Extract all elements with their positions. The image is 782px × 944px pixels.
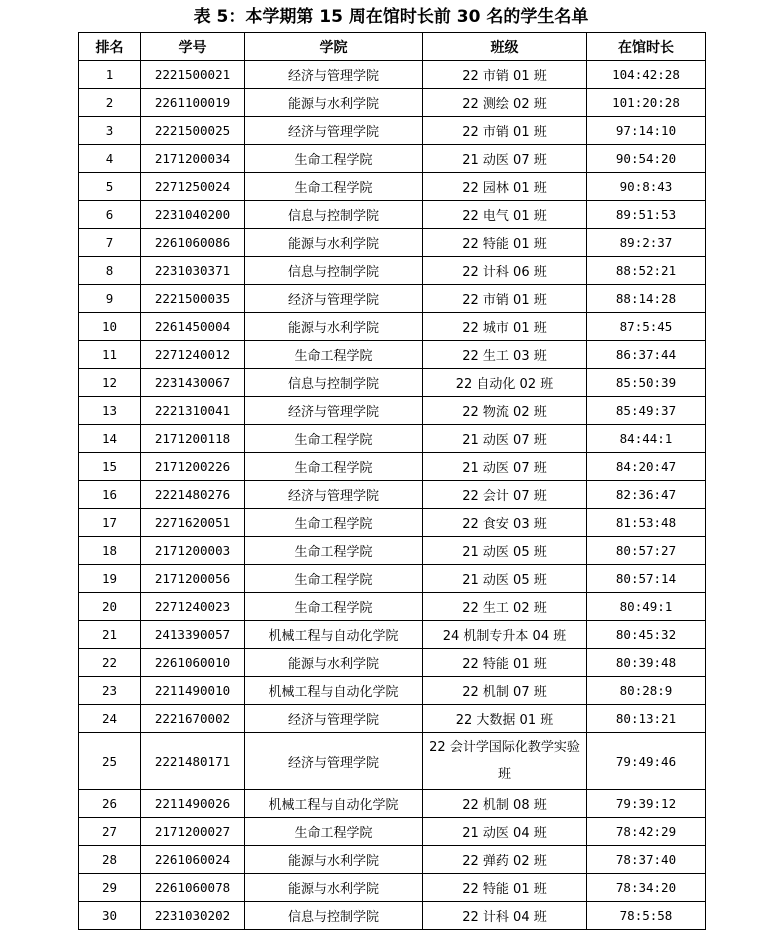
cell-college: 能源与水利学院 xyxy=(245,229,423,257)
cell-duration: 104:42:28 xyxy=(587,61,706,89)
cell-rank: 8 xyxy=(79,257,141,285)
table-row xyxy=(79,369,706,397)
cell-rank: 23 xyxy=(79,677,141,705)
cell-college: 生命工程学院 xyxy=(245,341,423,369)
cell-class: 22 计科 04 班 xyxy=(423,902,587,930)
cell-rank: 16 xyxy=(79,481,141,509)
cell-class: 22 机制 07 班 xyxy=(423,677,587,705)
cell-college: 机械工程与自动化学院 xyxy=(245,677,423,705)
table-row xyxy=(79,89,706,117)
cell-rank: 27 xyxy=(79,818,141,846)
cell-class: 22 机制 08 班 xyxy=(423,790,587,818)
cell-rank: 17 xyxy=(79,509,141,537)
cell-duration: 84:20:47 xyxy=(587,453,706,481)
cell-college: 经济与管理学院 xyxy=(245,481,423,509)
cell-student-id: 2211490026 xyxy=(141,790,245,818)
cell-college: 能源与水利学院 xyxy=(245,89,423,117)
cell-class: 22 会计学国际化教学实验班 xyxy=(423,733,587,790)
table-row xyxy=(79,481,706,509)
cell-student-id: 2221500025 xyxy=(141,117,245,145)
cell-college: 生命工程学院 xyxy=(245,509,423,537)
cell-duration: 89:51:53 xyxy=(587,201,706,229)
cell-college: 生命工程学院 xyxy=(245,425,423,453)
cell-college: 生命工程学院 xyxy=(245,818,423,846)
cell-class: 22 电气 01 班 xyxy=(423,201,587,229)
cell-college: 生命工程学院 xyxy=(245,145,423,173)
table-row xyxy=(79,846,706,874)
header-class: 班级 xyxy=(423,33,587,61)
cell-class: 22 会计 07 班 xyxy=(423,481,587,509)
cell-class: 21 动医 05 班 xyxy=(423,565,587,593)
cell-rank: 3 xyxy=(79,117,141,145)
table-row xyxy=(79,145,706,173)
cell-class: 22 特能 01 班 xyxy=(423,649,587,677)
cell-duration: 85:49:37 xyxy=(587,397,706,425)
cell-class: 21 动医 07 班 xyxy=(423,453,587,481)
cell-student-id: 2171200003 xyxy=(141,537,245,565)
cell-student-id: 2171200118 xyxy=(141,425,245,453)
table-row xyxy=(79,677,706,705)
header-duration: 在馆时长 xyxy=(587,33,706,61)
table-row xyxy=(79,229,706,257)
cell-rank: 22 xyxy=(79,649,141,677)
cell-duration: 85:50:39 xyxy=(587,369,706,397)
table-row xyxy=(79,285,706,313)
cell-rank: 30 xyxy=(79,902,141,930)
table-row xyxy=(79,874,706,902)
header-student-id: 学号 xyxy=(141,33,245,61)
table-row xyxy=(79,733,706,790)
cell-class: 22 园林 01 班 xyxy=(423,173,587,201)
cell-college: 能源与水利学院 xyxy=(245,846,423,874)
cell-duration: 80:13:21 xyxy=(587,705,706,733)
cell-college: 生命工程学院 xyxy=(245,537,423,565)
cell-class: 21 动医 05 班 xyxy=(423,537,587,565)
cell-duration: 101:20:28 xyxy=(587,89,706,117)
cell-rank: 12 xyxy=(79,369,141,397)
cell-college: 能源与水利学院 xyxy=(245,313,423,341)
cell-student-id: 2171200056 xyxy=(141,565,245,593)
cell-class: 22 弹药 02 班 xyxy=(423,846,587,874)
table-row xyxy=(79,818,706,846)
cell-duration: 81:53:48 xyxy=(587,509,706,537)
cell-student-id: 2211490010 xyxy=(141,677,245,705)
cell-rank: 18 xyxy=(79,537,141,565)
cell-class: 22 食安 03 班 xyxy=(423,509,587,537)
cell-duration: 84:44:1 xyxy=(587,425,706,453)
cell-duration: 87:5:45 xyxy=(587,313,706,341)
cell-class: 22 自动化 02 班 xyxy=(423,369,587,397)
table-row xyxy=(79,173,706,201)
cell-college: 经济与管理学院 xyxy=(245,705,423,733)
cell-duration: 86:37:44 xyxy=(587,341,706,369)
cell-duration: 80:49:1 xyxy=(587,593,706,621)
cell-student-id: 2221480171 xyxy=(141,733,245,790)
cell-duration: 80:57:14 xyxy=(587,565,706,593)
table-row xyxy=(79,649,706,677)
cell-duration: 78:34:20 xyxy=(587,874,706,902)
cell-student-id: 2221480276 xyxy=(141,481,245,509)
cell-class: 22 市销 01 班 xyxy=(423,117,587,145)
header-row xyxy=(79,33,706,61)
cell-class: 22 生工 02 班 xyxy=(423,593,587,621)
cell-college: 能源与水利学院 xyxy=(245,649,423,677)
cell-college: 经济与管理学院 xyxy=(245,285,423,313)
table-caption: 表 5：本学期第 15 周在馆时长前 30 名的学生名单 xyxy=(193,7,589,27)
cell-student-id: 2261450004 xyxy=(141,313,245,341)
cell-student-id: 2261060078 xyxy=(141,874,245,902)
table-row xyxy=(79,201,706,229)
cell-student-id: 2221310041 xyxy=(141,397,245,425)
table-row xyxy=(79,537,706,565)
table-row xyxy=(79,341,706,369)
cell-class: 21 动医 04 班 xyxy=(423,818,587,846)
cell-student-id: 2261060010 xyxy=(141,649,245,677)
cell-student-id: 2261100019 xyxy=(141,89,245,117)
cell-rank: 13 xyxy=(79,397,141,425)
cell-rank: 20 xyxy=(79,593,141,621)
cell-college: 机械工程与自动化学院 xyxy=(245,790,423,818)
header-college: 学院 xyxy=(245,33,423,61)
cell-duration: 80:45:32 xyxy=(587,621,706,649)
cell-duration: 82:36:47 xyxy=(587,481,706,509)
table-row xyxy=(79,902,706,930)
cell-college: 经济与管理学院 xyxy=(245,733,423,790)
cell-rank: 1 xyxy=(79,61,141,89)
cell-student-id: 2231040200 xyxy=(141,201,245,229)
table-row xyxy=(79,705,706,733)
table-row xyxy=(79,117,706,145)
cell-rank: 9 xyxy=(79,285,141,313)
cell-rank: 7 xyxy=(79,229,141,257)
cell-college: 信息与控制学院 xyxy=(245,902,423,930)
cell-student-id: 2271240012 xyxy=(141,341,245,369)
table-row xyxy=(79,790,706,818)
cell-student-id: 2221500035 xyxy=(141,285,245,313)
cell-student-id: 2171200226 xyxy=(141,453,245,481)
cell-rank: 15 xyxy=(79,453,141,481)
cell-rank: 14 xyxy=(79,425,141,453)
cell-class: 22 市销 01 班 xyxy=(423,61,587,89)
cell-class: 22 特能 01 班 xyxy=(423,229,587,257)
cell-student-id: 2221670002 xyxy=(141,705,245,733)
cell-duration: 88:14:28 xyxy=(587,285,706,313)
cell-student-id: 2413390057 xyxy=(141,621,245,649)
table-body xyxy=(79,61,706,930)
cell-rank: 2 xyxy=(79,89,141,117)
student-ranking-table xyxy=(78,32,706,930)
cell-class: 22 特能 01 班 xyxy=(423,874,587,902)
cell-student-id: 2231030202 xyxy=(141,902,245,930)
cell-rank: 29 xyxy=(79,874,141,902)
cell-rank: 24 xyxy=(79,705,141,733)
cell-duration: 78:37:40 xyxy=(587,846,706,874)
cell-duration: 78:42:29 xyxy=(587,818,706,846)
cell-college: 机械工程与自动化学院 xyxy=(245,621,423,649)
cell-rank: 4 xyxy=(79,145,141,173)
cell-class: 22 城市 01 班 xyxy=(423,313,587,341)
cell-college: 生命工程学院 xyxy=(245,565,423,593)
table-row xyxy=(79,621,706,649)
cell-duration: 88:52:21 xyxy=(587,257,706,285)
cell-college: 经济与管理学院 xyxy=(245,117,423,145)
cell-class: 22 生工 03 班 xyxy=(423,341,587,369)
cell-rank: 10 xyxy=(79,313,141,341)
cell-duration: 80:28:9 xyxy=(587,677,706,705)
cell-student-id: 2271620051 xyxy=(141,509,245,537)
cell-class: 21 动医 07 班 xyxy=(423,145,587,173)
cell-student-id: 2261060086 xyxy=(141,229,245,257)
cell-class: 22 大数据 01 班 xyxy=(423,705,587,733)
cell-class: 21 动医 07 班 xyxy=(423,425,587,453)
cell-college: 生命工程学院 xyxy=(245,593,423,621)
table-row xyxy=(79,257,706,285)
cell-class: 24 机制专升本 04 班 xyxy=(423,621,587,649)
cell-class: 22 市销 01 班 xyxy=(423,285,587,313)
cell-rank: 25 xyxy=(79,733,141,790)
cell-rank: 5 xyxy=(79,173,141,201)
cell-rank: 11 xyxy=(79,341,141,369)
cell-class: 22 物流 02 班 xyxy=(423,397,587,425)
cell-duration: 97:14:10 xyxy=(587,117,706,145)
cell-student-id: 2171200034 xyxy=(141,145,245,173)
table-row xyxy=(79,453,706,481)
table-row xyxy=(79,313,706,341)
cell-rank: 28 xyxy=(79,846,141,874)
cell-student-id: 2171200027 xyxy=(141,818,245,846)
cell-college: 信息与控制学院 xyxy=(245,369,423,397)
table-row xyxy=(79,565,706,593)
cell-college: 信息与控制学院 xyxy=(245,257,423,285)
cell-duration: 78:5:58 xyxy=(587,902,706,930)
cell-college: 经济与管理学院 xyxy=(245,397,423,425)
cell-student-id: 2221500021 xyxy=(141,61,245,89)
cell-duration: 90:54:20 xyxy=(587,145,706,173)
cell-rank: 6 xyxy=(79,201,141,229)
cell-duration: 80:39:48 xyxy=(587,649,706,677)
cell-class: 22 计科 06 班 xyxy=(423,257,587,285)
header-rank: 排名 xyxy=(79,33,141,61)
cell-student-id: 2271240023 xyxy=(141,593,245,621)
cell-college: 信息与控制学院 xyxy=(245,201,423,229)
cell-student-id: 2261060024 xyxy=(141,846,245,874)
cell-duration: 79:49:46 xyxy=(587,733,706,790)
cell-duration: 79:39:12 xyxy=(587,790,706,818)
cell-student-id: 2231430067 xyxy=(141,369,245,397)
cell-college: 经济与管理学院 xyxy=(245,61,423,89)
table-row xyxy=(79,593,706,621)
table-row xyxy=(79,61,706,89)
cell-rank: 21 xyxy=(79,621,141,649)
table-row xyxy=(79,397,706,425)
table-row xyxy=(79,509,706,537)
cell-student-id: 2231030371 xyxy=(141,257,245,285)
cell-duration: 90:8:43 xyxy=(587,173,706,201)
cell-college: 生命工程学院 xyxy=(245,173,423,201)
cell-rank: 19 xyxy=(79,565,141,593)
cell-duration: 89:2:37 xyxy=(587,229,706,257)
cell-class: 22 测绘 02 班 xyxy=(423,89,587,117)
cell-college: 能源与水利学院 xyxy=(245,874,423,902)
cell-rank: 26 xyxy=(79,790,141,818)
cell-student-id: 2271250024 xyxy=(141,173,245,201)
cell-college: 生命工程学院 xyxy=(245,453,423,481)
table-row xyxy=(79,425,706,453)
table-header xyxy=(79,33,706,61)
cell-duration: 80:57:27 xyxy=(587,537,706,565)
